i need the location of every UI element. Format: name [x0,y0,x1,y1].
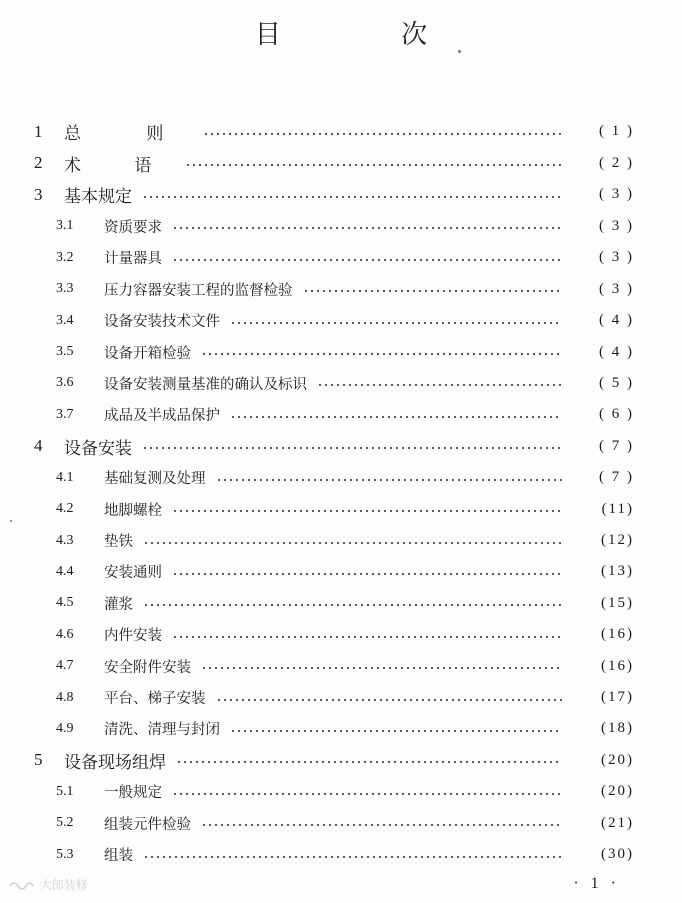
toc-section-row [34,713,634,744]
toc-entry-title: 灌浆 [104,596,133,613]
toc-entry-number: 5.2 [56,815,74,831]
dot-leader [201,824,562,826]
toc-entry-title: 资质要求 [104,219,162,236]
toc-entry-number: 3.1 [56,218,74,234]
toc-entry-title: 安全附件安装 [104,659,191,676]
toc-page-number: ( 2 ) [599,154,634,171]
toc-entry-title: 基础复测及处理 [104,471,206,488]
dot-leader [143,542,562,544]
dot-leader [185,164,562,166]
toc-entry-number: 3.3 [56,281,74,297]
toc-page-number: (16) [601,657,634,674]
dot-leader [203,133,562,135]
dot-leader [143,604,562,606]
dot-leader [317,384,562,386]
toc-entry-number: 4.2 [56,501,74,517]
dot-leader [216,699,563,701]
toc-entry-title: 设备安装 [64,438,132,459]
toc-entry-title: 术 语 [64,155,176,176]
toc-section-row [34,650,634,681]
toc-section-row [34,368,634,399]
toc-entry-title: 设备现场组焊 [64,752,166,773]
dot-leader [172,259,562,261]
toc-entry-title: 成品及半成品保护 [104,408,220,425]
toc-section-row [34,305,634,336]
page-title: 目 次 [254,20,484,50]
toc-section-row [34,494,634,525]
toc-section-row [34,588,634,619]
toc-entry-title: 地脚螺栓 [104,502,162,519]
toc-section-row [34,619,634,650]
toc-entry-number: 5.3 [56,846,74,862]
toc-entry-number: 5.1 [56,783,74,799]
dot-leader [201,667,562,669]
toc-page-number: (20) [601,751,634,768]
toc-page-number: (17) [601,689,634,706]
toc-entry-title: 安装通则 [104,565,162,582]
toc-entry-number: 4.1 [56,469,74,485]
toc-entry-title: 一般规定 [104,785,162,802]
toc-entry-number: 4.9 [56,720,74,736]
dot-leader [172,636,562,638]
toc-entry-number: 4.7 [56,658,74,674]
toc-entry-title: 设备安装测量基准的确认及标识 [104,376,307,393]
toc-chapter-row [34,431,634,463]
toc-section-row [34,462,634,493]
toc-entry-title: 设备安装技术文件 [104,314,220,331]
toc-section-row [34,776,634,807]
toc-section-row [34,336,634,367]
toc-entry-number: 4 [34,436,43,456]
table-of-contents [34,116,634,870]
toc-page-number: ( 4 ) [599,343,634,360]
scan-speck [458,50,461,53]
toc-entry-number: 2 [34,153,43,173]
toc-page-number: (18) [601,720,634,737]
toc-page-number: ( 3 ) [599,186,634,203]
toc-entry-number: 3.7 [56,406,74,422]
toc-entry-title: 压力容器安装工程的监督检验 [104,282,293,299]
dot-leader [176,761,562,763]
toc-entry-number: 4.3 [56,532,74,548]
dot-leader [172,227,562,229]
dot-leader [143,856,562,858]
toc-section-row [34,808,634,839]
toc-section-row [34,525,634,556]
toc-entry-title: 设备开箱检验 [104,345,191,362]
toc-entry-number: 4.5 [56,595,74,611]
dot-leader [172,573,562,575]
dot-leader [230,730,562,732]
toc-page-number: ( 3 ) [599,249,634,266]
toc-entry-number: 3.4 [56,312,74,328]
toc-entry-title: 平台、梯子安装 [104,691,206,708]
toc-section-row [34,556,634,587]
toc-entry-title: 组装元件检验 [104,816,191,833]
toc-section-row [34,274,634,305]
toc-entry-title: 垫铁 [104,534,133,551]
dot-leader [230,416,562,418]
scan-speck [10,520,12,522]
watermark-text: 大郎装修 [39,878,88,892]
toc-chapter-row [34,116,634,148]
toc-page-number: ( 1 ) [599,123,634,140]
toc-chapter-row [34,179,634,211]
toc-chapter-row [34,745,634,777]
watermark-logo-icon [8,879,34,893]
toc-page-number: (12) [601,532,634,549]
toc-entry-number: 3.5 [56,344,74,360]
dot-leader [303,290,563,292]
toc-entry-number: 4.6 [56,626,74,642]
toc-entry-number: 3.6 [56,375,74,391]
toc-chapter-row [34,148,634,180]
toc-entry-title: 组装 [104,848,133,865]
watermark [8,876,88,893]
toc-page-number: ( 3 ) [599,217,634,234]
toc-page-number: (15) [601,594,634,611]
toc-entry-title: 内件安装 [104,628,162,645]
toc-page-number: ( 3 ) [599,280,634,297]
toc-entry-number: 5 [34,750,43,770]
dot-leader [172,510,562,512]
toc-entry-title: 清洗、清理与封闭 [104,722,220,739]
toc-page-number: ( 7 ) [599,469,634,486]
dot-leader [201,353,562,355]
dot-leader [172,793,562,795]
toc-page-number: (21) [601,814,634,831]
toc-page-number: (16) [601,626,634,643]
toc-page-number: (30) [601,846,634,863]
toc-entry-title: 总 则 [64,124,194,145]
toc-entry-number: 4.8 [56,689,74,705]
toc-section-row [34,211,634,242]
toc-page-number: ( 7 ) [599,437,634,454]
toc-page-number: ( 4 ) [599,312,634,329]
dot-leader [142,447,562,449]
toc-entry-number: 3 [34,184,43,204]
page-number: · 1 · [573,875,620,892]
toc-page-number: (11) [601,500,634,517]
toc-entry-title: 基本规定 [64,187,132,208]
toc-entry-title: 计量器具 [104,251,162,268]
toc-entry-number: 4.4 [56,563,74,579]
toc-page-number: ( 6 ) [599,406,634,423]
dot-leader [216,479,563,481]
toc-entry-number: 3.2 [56,249,74,265]
toc-page-number: ( 5 ) [599,374,634,391]
toc-entry-number: 1 [34,121,43,141]
toc-section-row [34,682,634,713]
toc-section-row [34,399,634,430]
toc-page-number: (20) [601,783,634,800]
toc-section-row [34,242,634,273]
dot-leader [230,322,562,324]
dot-leader [142,196,562,198]
toc-page-number: (13) [601,563,634,580]
toc-section-row [34,839,634,870]
